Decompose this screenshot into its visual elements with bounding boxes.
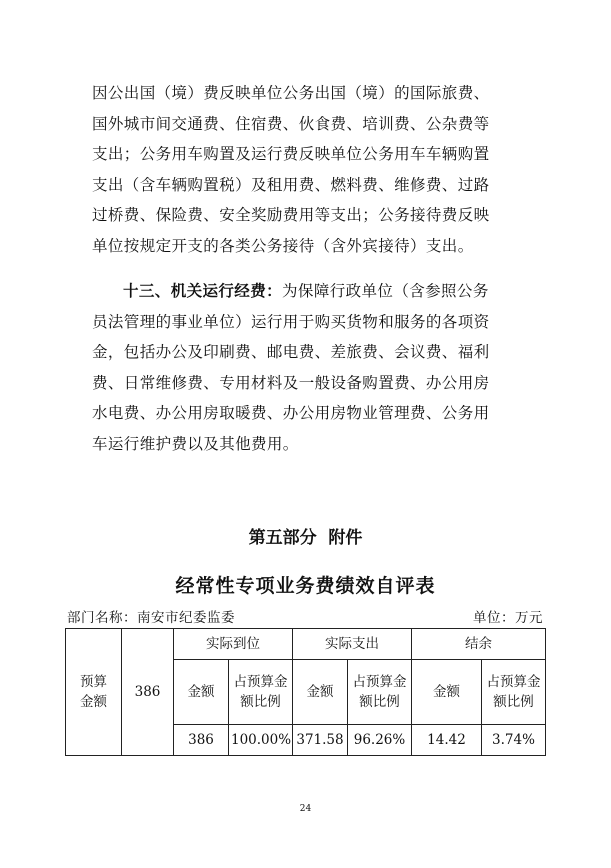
text-line: 金，包括办公及印刷费、邮电费、差旅费、会议费、福利 (92, 343, 490, 361)
sub-header-amount: 金额 (293, 660, 348, 725)
text-line: 国外城市间交通费、住宿费、伙食费、培训费、公杂费等 (92, 114, 490, 133)
text-line: 费、日常维修费、专用材料及一般设备购置费、办公用房 (92, 373, 490, 392)
sub-header-ratio: 占预算金额比例 (229, 660, 293, 725)
department-name: 部门名称：南安市纪委监委 (67, 610, 235, 626)
sub-header-ratio: 占预算金额比例 (482, 660, 546, 725)
section-title: 第五部分 附件 (248, 528, 363, 548)
text-line: 因公出国（境）费反映单位公务出国（境）的国际旅费、 (92, 84, 490, 102)
budget-value-cell: 386 (122, 629, 174, 756)
text-line: 单位按规定开支的各类公务接待（含外宾接待）支出。 (92, 236, 474, 255)
text-fragment: 为保障行政单位（含参照公务 (282, 282, 489, 300)
paragraph-heading: 十三、机关运行经费： (123, 282, 283, 300)
text-line: 支出；公务用车购置及运行费反映单位公务用车车辆购置 (92, 145, 490, 163)
table-title: 经常性专项业务费绩效自评表 (175, 575, 436, 597)
text-line-first (92, 276, 522, 307)
performance-table (65, 628, 546, 756)
value-balance-ratio: 3.74% (482, 725, 546, 756)
sub-header-ratio: 占预算金额比例 (348, 660, 412, 725)
value-received-ratio: 100.00% (229, 725, 293, 756)
text-line: 支出（含车辆购置税）及租用费、燃料费、维修费、过路 (92, 175, 490, 194)
value-spent-ratio: 96.26% (348, 725, 412, 756)
paragraph-operating-costs (92, 276, 522, 459)
sub-header-amount: 金额 (174, 660, 229, 725)
group-header-balance: 结余 (412, 629, 546, 660)
budget-label-cell: 预算金额 (66, 629, 122, 756)
unit-label: 单位：万元 (473, 610, 543, 626)
group-header-received: 实际到位 (174, 629, 293, 660)
value-spent-amount: 371.58 (293, 725, 348, 756)
text-line: 车运行维护费以及其他费用。 (92, 434, 299, 453)
value-received-amount: 386 (174, 725, 229, 756)
text-line: 过桥费、保险费、安全奖励费用等支出；公务接待费反映 (92, 206, 490, 224)
value-balance-amount: 14.42 (412, 725, 482, 756)
group-header-spent: 实际支出 (293, 629, 412, 660)
paragraph-public-expenses (92, 78, 522, 261)
sub-header-amount: 金额 (412, 660, 482, 725)
text-line: 水电费、办公用房取暖费、办公用房物业管理费、公务用 (92, 404, 490, 422)
page-number: 24 (299, 804, 312, 814)
text-line: 员法管理的事业单位）运行用于购买货物和服务的各项资 (92, 312, 490, 331)
